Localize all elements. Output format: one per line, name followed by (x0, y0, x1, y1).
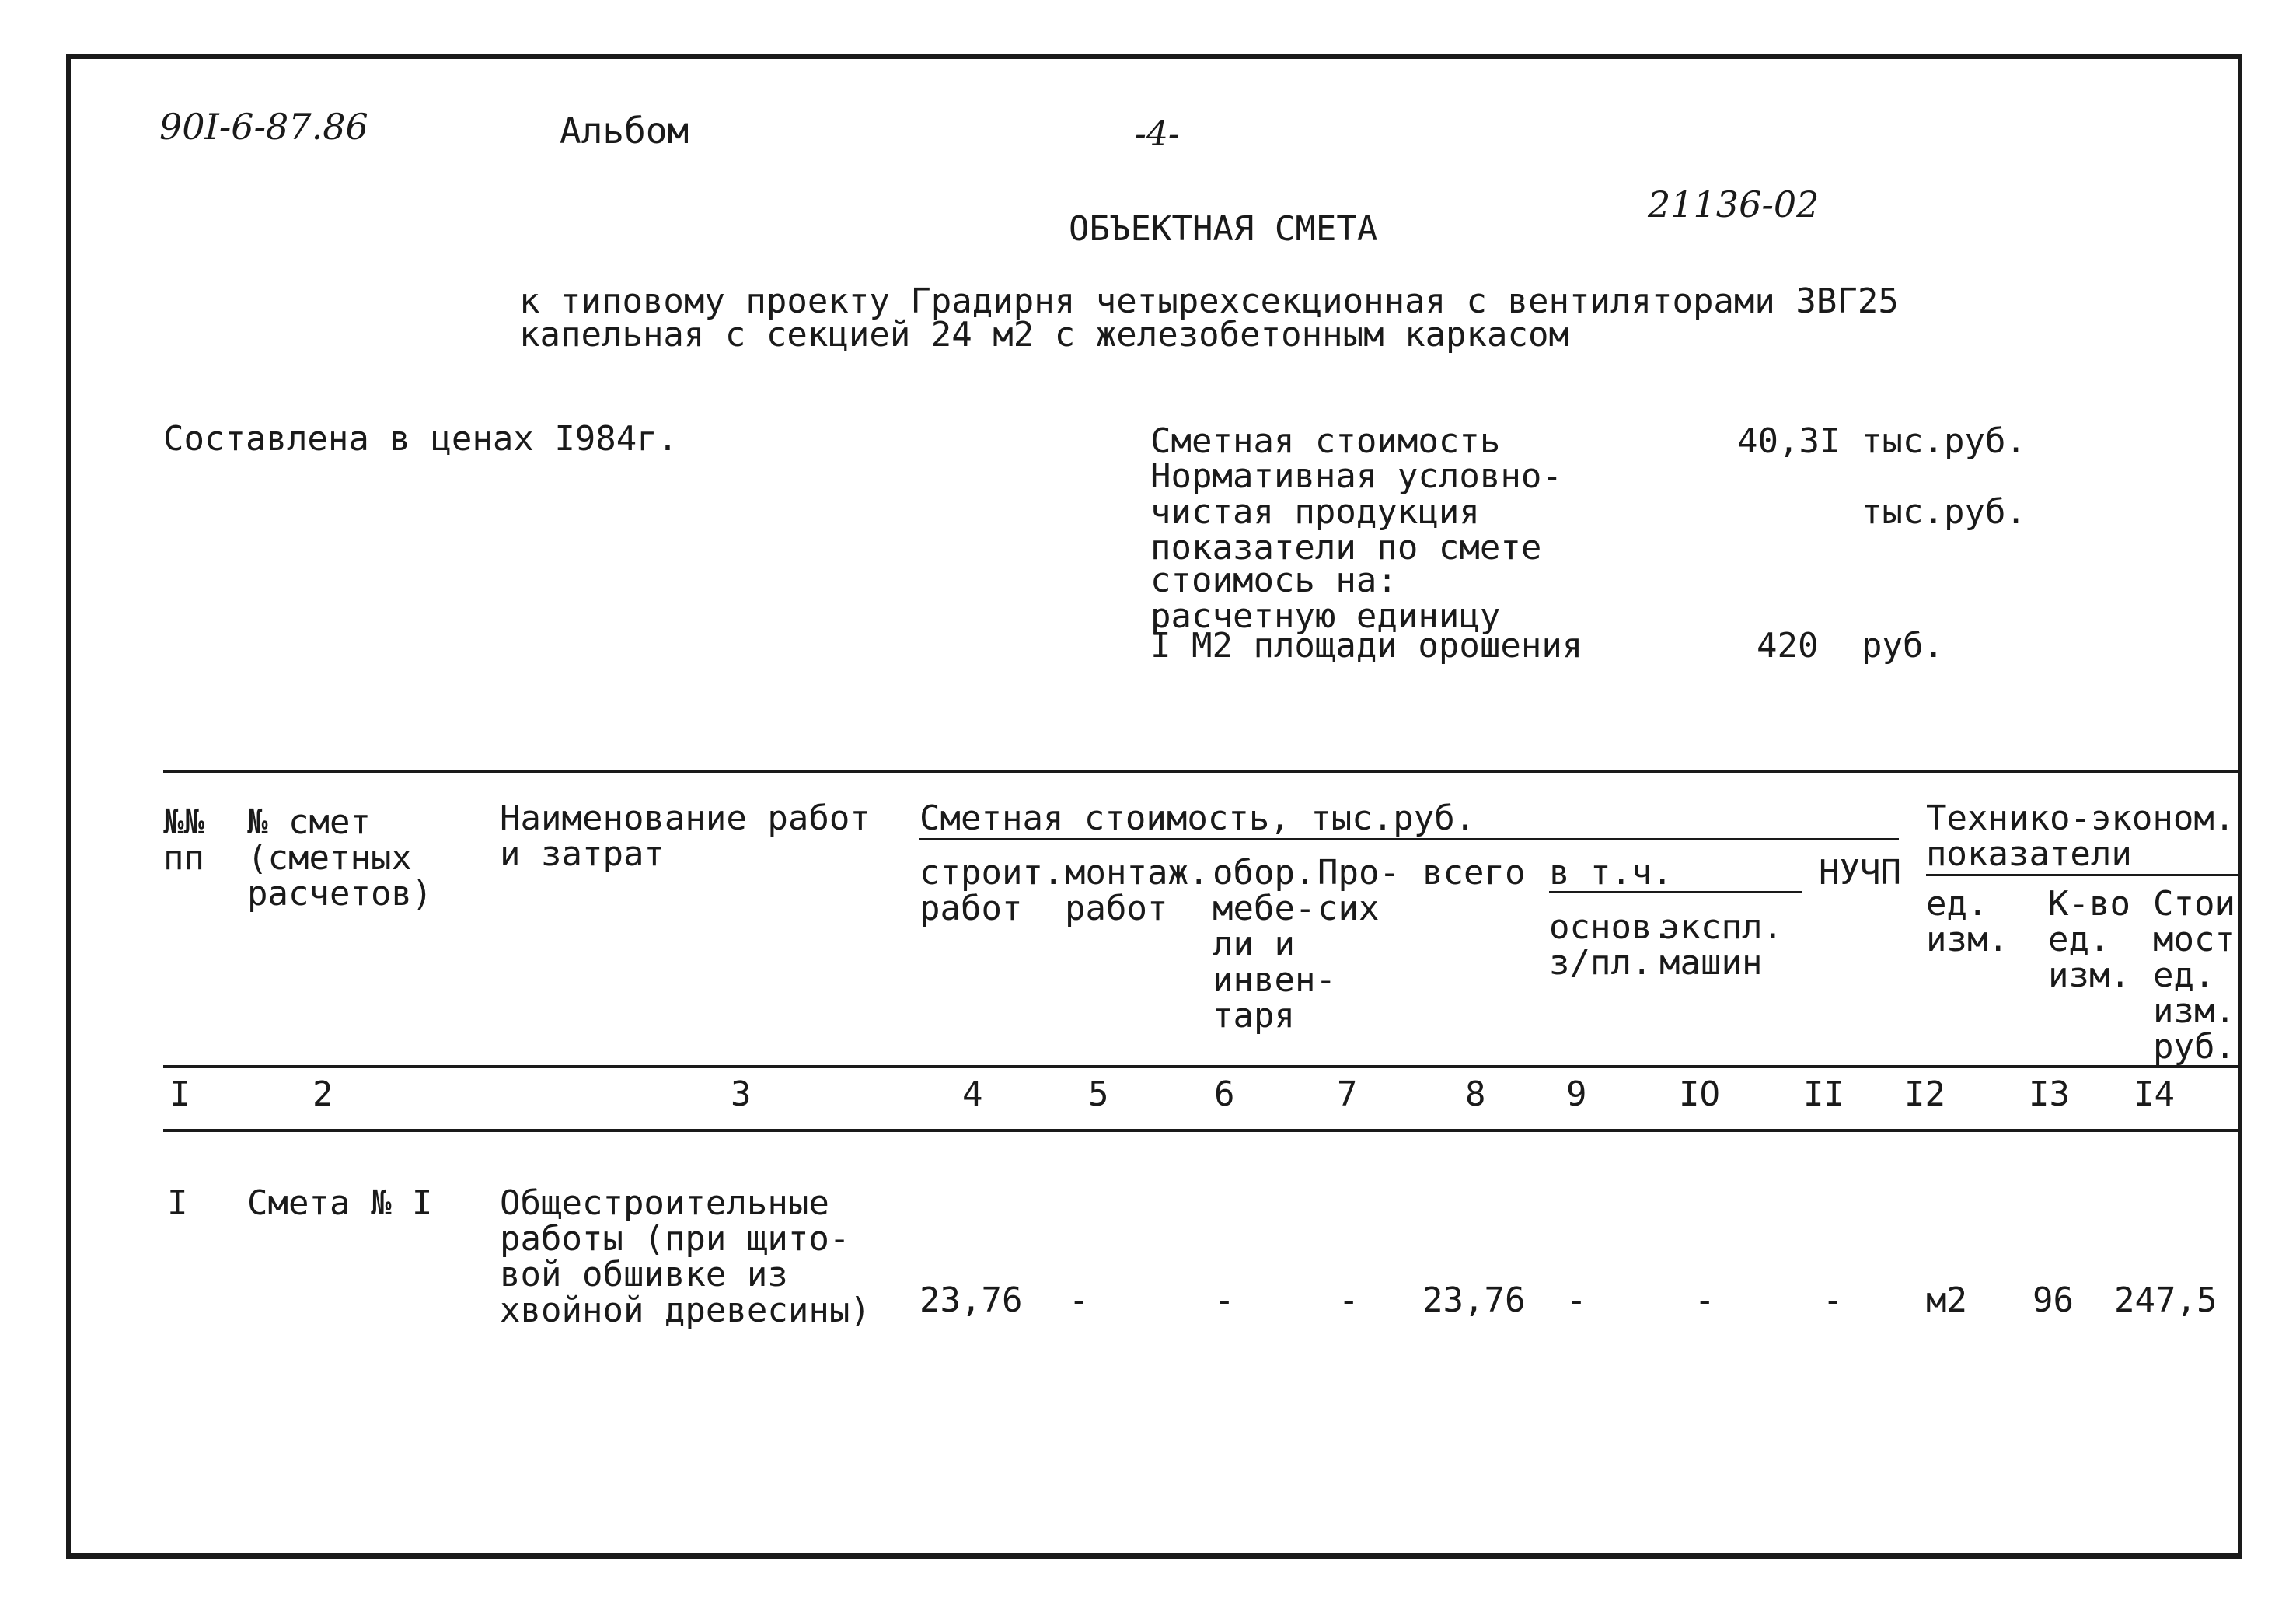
row-nucp: - (1823, 1280, 1844, 1320)
column-number: I2 (1904, 1074, 1945, 1114)
page-number: -4- (1135, 114, 1180, 154)
column-number: 3 (731, 1074, 752, 1114)
row-machine-operation: - (1694, 1280, 1715, 1320)
row-quantity: 96 (2033, 1280, 2074, 1320)
header-quantity: К-во ед. изм. (2048, 884, 2130, 995)
column-number: 2 (312, 1074, 333, 1114)
indicator-unit: руб. (1862, 626, 1944, 666)
group-tech-underline (1926, 874, 2238, 876)
column-number: IO (1679, 1074, 1720, 1114)
row-number: I (167, 1183, 188, 1223)
nucp-label-1: Нормативная условно- (1150, 456, 1562, 496)
row-installation-cost: - (1069, 1280, 1090, 1320)
column-number: I4 (2134, 1074, 2175, 1114)
header-estimate-number: № смет (сметных расчетов) (247, 802, 433, 914)
header-group-tech-2: показатели (1926, 834, 2132, 874)
column-number: 8 (1465, 1074, 1486, 1114)
column-number: 4 (962, 1074, 983, 1114)
header-installation: монтаж. работ (1065, 853, 1209, 928)
column-number: 5 (1088, 1074, 1109, 1114)
subtitle-line-1: к типовому проекту Градирня четырехсекционная с вентиляторами 3ВГ25 (519, 281, 1899, 321)
group-including-underline (1549, 891, 1802, 893)
nucp-unit: тыс.руб. (1862, 492, 2026, 532)
row-total-cost: 23,76 (1422, 1280, 1526, 1320)
prices-note: Составлена в ценах I984г. (163, 419, 679, 459)
doc-code: 90I-6-87.86 (159, 106, 368, 148)
indicator-value: 420 (1757, 626, 1819, 666)
row-equipment-cost: - (1214, 1280, 1235, 1320)
nucp-label-2: чистая продукция (1150, 492, 1480, 532)
row-unit-cost: 247,5 (2114, 1280, 2217, 1320)
column-number: 7 (1337, 1074, 1358, 1114)
indicators-line-2: стоимось на: (1150, 561, 1397, 600)
header-other: Про- сих (1317, 853, 1400, 928)
subtitle-line-2: капельная с секцией 24 м2 с железобетонным каркасом (519, 315, 1570, 355)
column-number: II (1803, 1074, 1844, 1114)
cost-value: 40,3I (1737, 421, 1841, 461)
document-title: ОБЪЕКТНАЯ СМЕТА (1069, 209, 1378, 249)
header-group-cost: Сметная стоимость, тыс.руб. (919, 798, 1476, 838)
header-construction: строит. работ (919, 853, 1064, 928)
header-group-tech-1: Технико-эконом. (1926, 798, 2235, 838)
header-nucp: НУЧП (1819, 853, 1901, 893)
header-work-name: Наименование работ и затрат (500, 798, 871, 874)
header-equipment: обор. мебе- ли и инвен- таря (1213, 853, 1336, 1036)
header-unit: ед. изм. (1926, 884, 2008, 959)
column-number: 6 (1214, 1074, 1235, 1114)
cost-label: Сметная стоимость (1150, 421, 1501, 461)
header-total: всего (1422, 853, 1526, 893)
row-estimate-number: Смета № I (247, 1183, 433, 1223)
row-unit: м2 (1926, 1280, 1967, 1320)
header-base-salary: основ. з/пл. (1549, 907, 1673, 983)
column-number: I3 (2029, 1074, 2070, 1114)
table-top-rule (163, 770, 2242, 773)
header-machine-operation: экспл. машин (1659, 907, 1783, 983)
header-group-including: в т.ч. (1549, 853, 1673, 893)
column-number: 9 (1566, 1074, 1587, 1114)
row-work-name: Общестроительные работы (при щито- вой обшивке из хвойной древесины) (500, 1183, 871, 1330)
header-unit-cost: Стои мост ед. изм. руб. (2153, 884, 2235, 1067)
row-other-cost: - (1338, 1280, 1359, 1320)
cost-unit: тыс.руб. (1862, 421, 2026, 461)
group-cost-underline (919, 838, 1899, 840)
table-header-bottom-rule (163, 1065, 2242, 1068)
row-construction-cost: 23,76 (919, 1280, 1023, 1320)
header-row-number: №№ пп (163, 802, 204, 878)
album-label: Альбом (560, 110, 689, 152)
indicators-line-1: показатели по смете (1150, 528, 1542, 568)
indicators-line-3: расчетную единицу (1150, 596, 1501, 636)
row-base-salary: - (1566, 1280, 1587, 1320)
register-number: 21136-02 (1648, 183, 1820, 225)
indicators-line-4: I M2 площади орошения (1150, 626, 1583, 666)
column-numbers-rule (163, 1129, 2242, 1132)
column-number: I (169, 1074, 190, 1114)
